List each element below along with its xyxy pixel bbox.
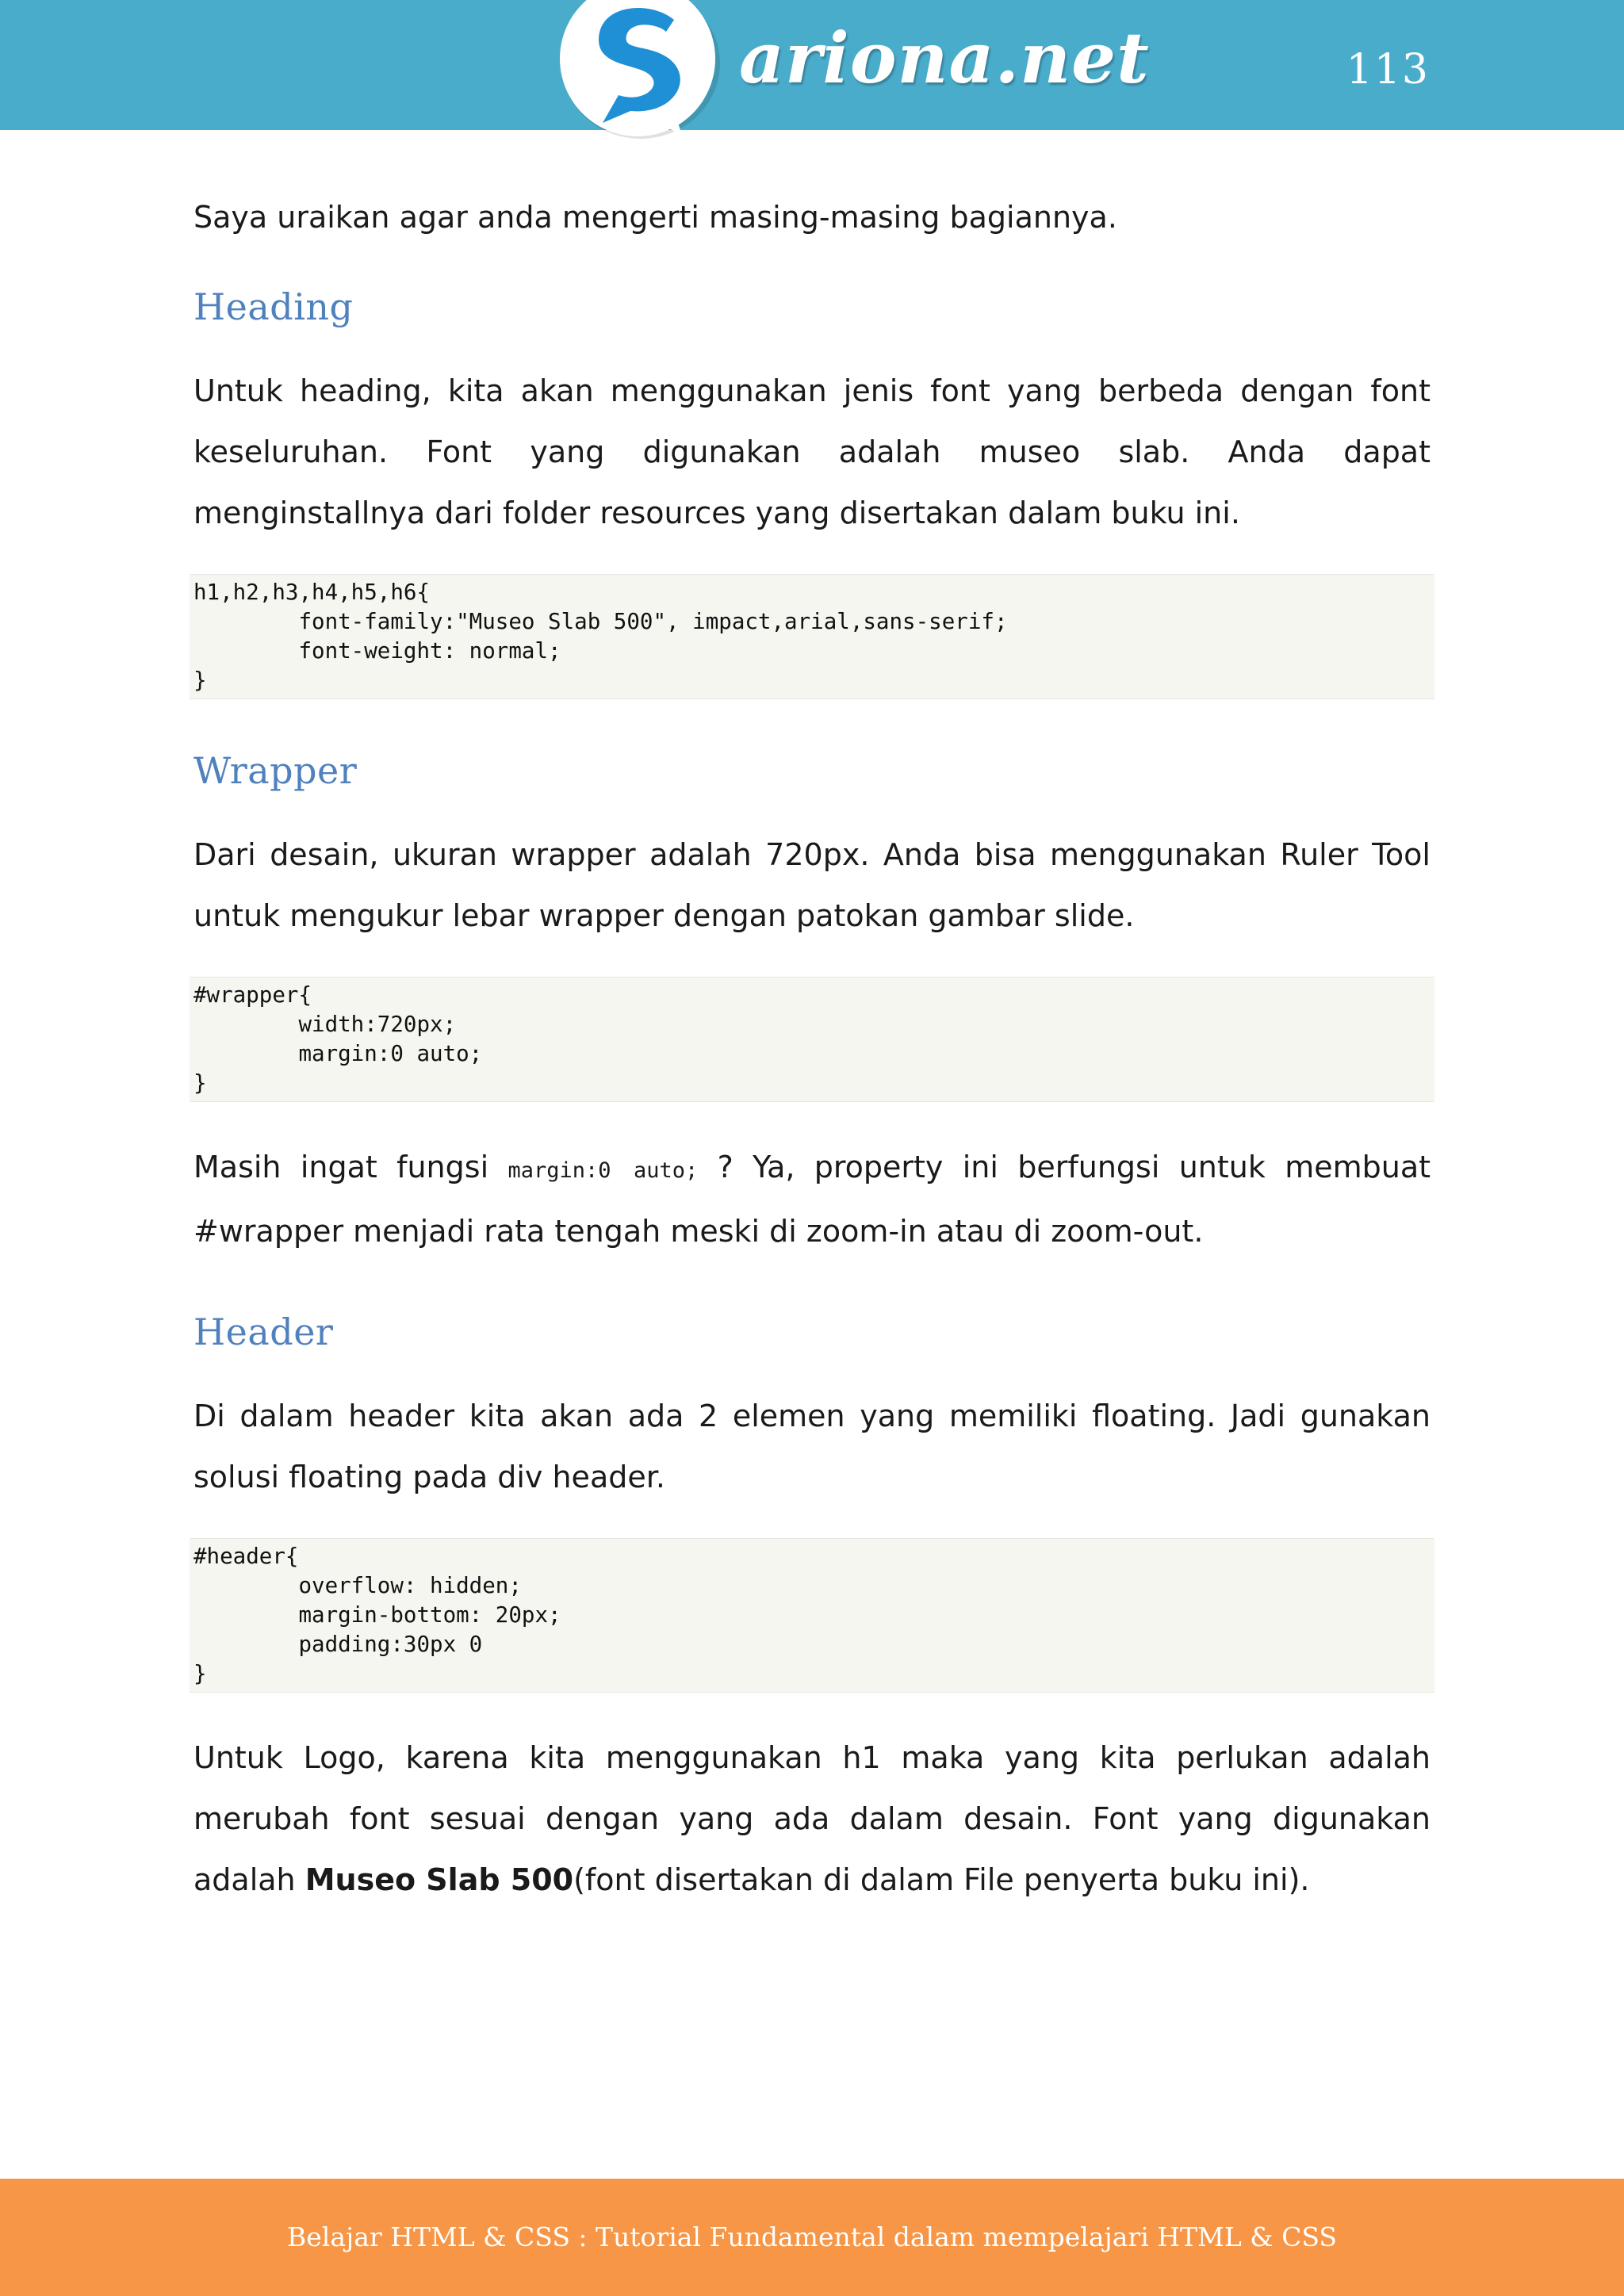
wrapper-note-text-before: Masih ingat fungsi	[193, 1150, 508, 1184]
header-paragraph: Di dalam header kita akan ada 2 elemen yang memiliki floating. Jadi gunakan solusi floating pada div header.	[193, 1399, 1431, 1494]
wrapper-note-text-after: ? Ya, property ini berfungsi untuk membuat #wrapper menjadi rata tengah meski di zoom-in atau di zoom-out.	[193, 1150, 1431, 1249]
page-content	[193, 187, 1431, 1911]
wrapper-note-paragraph	[193, 1137, 1431, 1262]
logo-paragraph-text-before: Untuk Logo, karena kita menggunakan h1 maka yang kita perlukan adalah merubah font sesuai dengan yang ada dalam desain. Font yang digunakan adalah	[193, 1740, 1431, 1897]
logo-paragraph-font-name: Museo Slab 500	[304, 1862, 574, 1897]
section-heading-heading: Heading	[193, 285, 354, 328]
page-number: 113	[1346, 46, 1430, 94]
wrapper-code-block: #wrapper{ width:720px; margin:0 auto; }	[190, 977, 1434, 1102]
logo-paragraph	[193, 1728, 1431, 1911]
page-header	[0, 0, 1624, 130]
footer-title: Belajar HTML & CSS : Tutorial Fundamental dalam mempelajari HTML & CSS	[287, 2221, 1337, 2252]
wrapper-note-inline-code: margin:0 auto;	[508, 1158, 699, 1183]
page-footer	[0, 2179, 1624, 2296]
logo-paragraph-text-after: (font disertakan di dalam File penyerta buku ini).	[573, 1862, 1310, 1897]
site-logo	[555, 0, 1150, 151]
heading-paragraph: Untuk heading, kita akan menggunakan jenis font yang berbeda dengan font keseluruhan. Font yang digunakan adalah museo slab. Anda dapat menginstallnya dari folder resources yang disertakan dalam buku ini.	[193, 373, 1431, 530]
logo-wordmark: ariona.net	[739, 17, 1150, 99]
heading-code-block: h1,h2,h3,h4,h5,h6{ font-family:"Museo Slab 500", impact,arial,sans-serif; font-weight: normal; }	[190, 574, 1434, 699]
header-code-block: #header{ overflow: hidden; margin-bottom: 20px; padding:30px 0 }	[190, 1538, 1434, 1693]
intro-paragraph: Saya uraikan agar anda mengerti masing-masing bagiannya.	[193, 200, 1117, 235]
speech-bubble-logo-icon	[555, 0, 722, 147]
wrapper-paragraph: Dari desain, ukuran wrapper adalah 720px. Anda bisa menggunakan Ruler Tool untuk mengukur lebar wrapper dengan patokan gambar slide.	[193, 837, 1431, 933]
section-heading-header: Header	[193, 1311, 334, 1353]
section-heading-wrapper: Wrapper	[193, 749, 358, 792]
